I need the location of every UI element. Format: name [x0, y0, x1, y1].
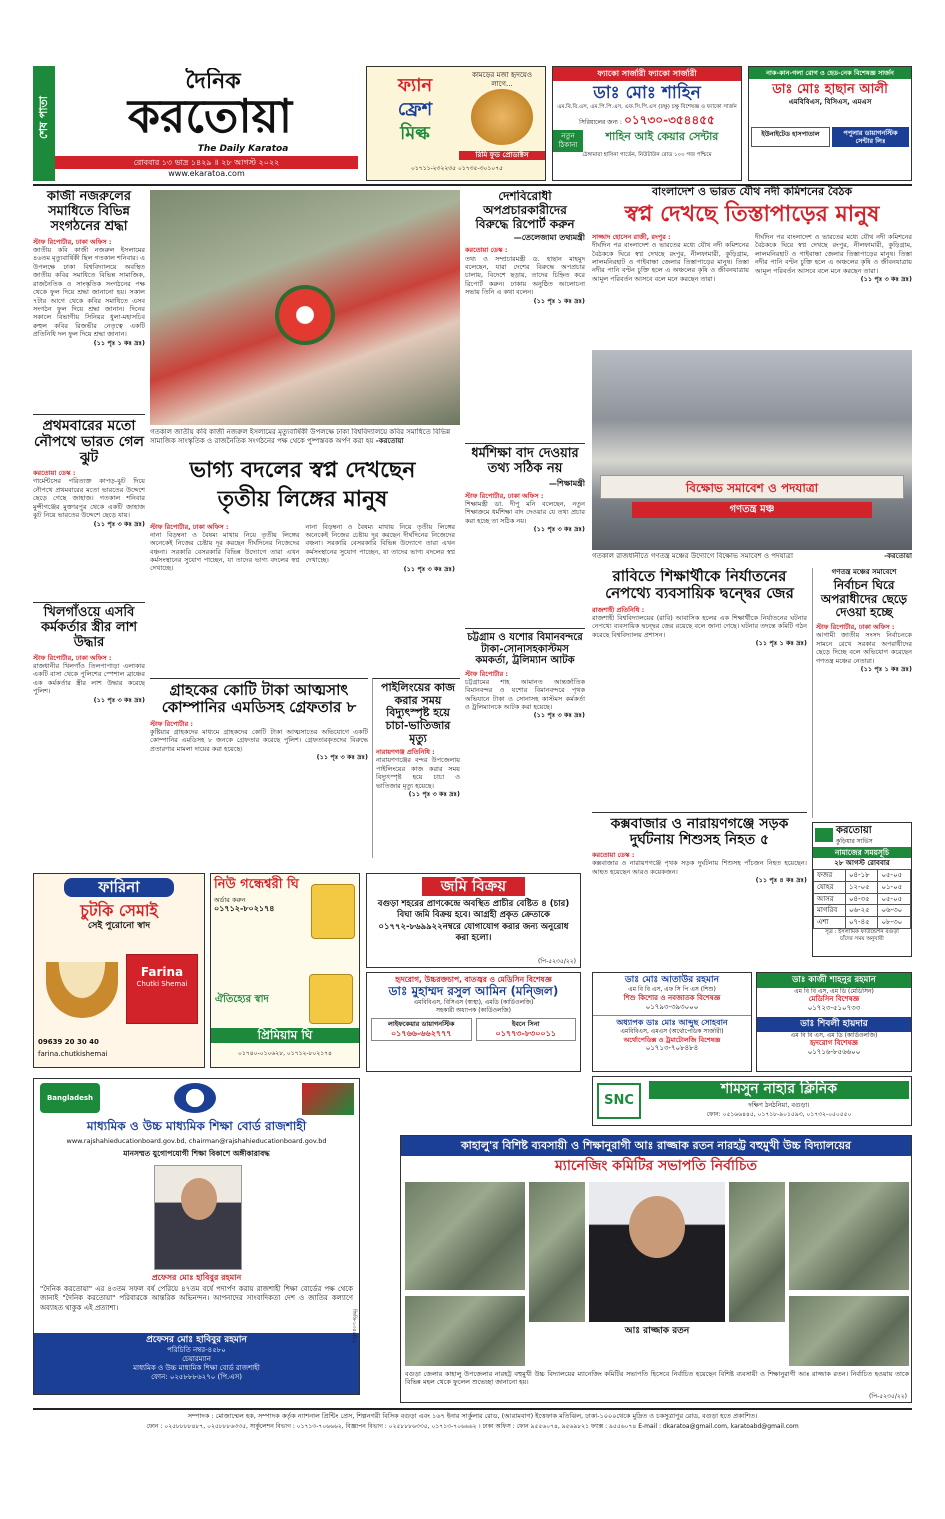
prayer-cell-name: এশা	[814, 917, 846, 929]
prayer-cell-end: ০১-০৫	[878, 881, 911, 893]
byline: সাজ্জাদ হোসেন রাজী, রংপুর :	[592, 232, 671, 241]
kicker: বাংলাদেশ ও ভারত যৌথ নদী কমিশনের বৈঠক	[651, 186, 853, 198]
clinic-address: দক্ষিণ ঠনঠনিয়া, বগুড়া।	[748, 1101, 810, 1109]
shahin-serial-label: সিরিয়ালের জন্য :	[579, 119, 622, 127]
ghee-premium: প্রিমিয়াম ঘি	[211, 1028, 359, 1043]
jump: (১১ পৃঃ ১ কঃ দ্রঃ)	[93, 338, 145, 347]
banner-2-text: গণতন্ত্র মঞ্চ	[729, 504, 775, 515]
ataur-degrees: এম বি বি এস, এফ সি পি এস (শিশু)	[628, 986, 716, 994]
banner-text: বিক্ষোভ সমাবেশ ও পদযাত্রা	[685, 481, 819, 495]
teesta-columns	[592, 233, 912, 283]
story-customer	[150, 678, 368, 858]
kazi-degrees: এম বি বি এস, এম ডি (মেডিসিন)	[794, 987, 874, 995]
caption-text: গতকাল জাতীয় কবি কাজী নজরুল ইসলামের মৃত্যুবার্ষিকী উপলক্ষে ঢাকা বিশ্ববিদ্যালয়ে কবির সমাধিতে বিভিন্ন সামাজিক সাংস্কৃতিক ও রাজনৈতিক সংগঠনের পক্ষ থেকে পুষ্পস্তবক অর্পণ করা হয়	[150, 428, 451, 445]
imprint-line-2: ফোন : ০২৫৮৮৮৮৪৮৭, ০২৫৮৮৮৬৩৩৫, সার্কুলেশন বিভাগ : ০১৭১৩-৭০৬৬৬২, বিজ্ঞাপন বিভাগ : ০২৫৮৮৮৬৩৩৫, ০১৭১৩-৭০৬৬৬২ । ঢাকা অফিস : ফোন ৯৫৫৬০৭৪, ৯৫৬৯৮২১ ফ্যাক্স : ৯৫৫৬০৭৪ E-mail : dkaratoa@gmail.com, karatoabd@gmail.com	[146, 1423, 799, 1431]
ad-farina[interactable]	[33, 873, 205, 1068]
fresh-line3: মিল্ক	[400, 123, 430, 144]
body: গার্মেন্টসের পরিত্যক্ত কাপড়-ঝুট দিয়ে নৌপথে প্রথমবারের মতো ভারতের উদ্দেশে ছেড়ে গেছে জাহাজ। গতকাল শনিবার মুন্সীগঞ্জের মুক্তারপুর থেকে একটি জাহাজ ঝুট নিয়ে ভারতের উদ্দেশে ছেড়ে যায়।	[33, 477, 145, 520]
clinic-name: শামসুন নাহার ক্লিনিক	[649, 1081, 909, 1099]
ghee-phone: ০১৭১২-৮০২১৭৪	[214, 904, 275, 914]
ad-kahalu[interactable]	[400, 1135, 912, 1403]
rasul-name: ডাঃ মুহাম্মদ রসুল আমিন (মন্জিল)	[388, 984, 559, 999]
body: চট্টগ্রামের শাহ আমানত আন্তর্জাতিক বিমানবন্দর ও যশোর বিমানবন্দরে পৃথক অভিযানে টাকা ও সোনাসহ কাস্টমস কর্মকর্তা ও ট্রলিম্যানকে আটক করা হয়েছে।	[465, 677, 585, 711]
farina-brand: ফারিনা	[64, 878, 174, 897]
shahin-degrees: এম.বি.বি.এস, এম.পি.পি.এস, এফ.সি.পি.এস (চক্ষু) চক্ষু বিশেষজ্ঞ ও ফ্যাকো সার্জন	[557, 104, 737, 111]
body: কুষ্টিয়ার গ্রাহকদের মাধ্যমে গ্রাহকদের কোটি টাকা আত্মসাতের অভিযোগে একটি কোম্পানির এমডিসহ ৮ জনকে গ্রেফতার করেছে পুলিশ। গ্রেফতারকৃতদের বিরুদ্ধে প্রতারণার মামলা দায়ের করা হয়েছে।	[150, 727, 368, 753]
farina-bowl-icon	[46, 962, 118, 1018]
kazi-phone: ০১৭২৩-৫১০৭৩৩	[807, 1003, 861, 1012]
headline: দেশবিরোধী অপপ্রচারকারীদের বিরুদ্ধে রিপোর্ট করুন	[475, 190, 575, 231]
kahalu-photo-1	[405, 1182, 525, 1290]
jump: (১১ পৃঃ ৩ কঃ দ্রঃ)	[93, 695, 145, 704]
date-line: রোববার ১৩ ভাদ্র ১৪২৯ ॥ ২৮ আগস্ট ২০২২	[133, 158, 280, 167]
prayer-brand-name: করতোয়া	[836, 825, 872, 836]
farina-tagline: সেই পুরোনো স্বাদ	[87, 920, 151, 931]
prayer-cell-name: ফজর	[814, 870, 846, 882]
protest-banner-2	[632, 502, 872, 518]
shahin-header: ফ্যাকো সার্জারী ফ্যাকো সার্জারী	[553, 67, 741, 81]
shahin-center: শাহিন আই কেয়ার সেন্টার	[605, 130, 719, 144]
body: তথ্য ও সম্প্রচারমন্ত্রী ড. হাছান মাহমুদ বলেছেন, যারা দেশের বিরুদ্ধে অপপ্রচার চালায়, বিদেশে ছড়ায়, তাদের চিহ্নিত করে রিপোর্ট করুন। ঢাকায় অনুষ্ঠিত আলোচনা সভায় তিনি এ কথা বলেন।	[465, 254, 585, 297]
land-code: (পি-৫২৩৫/২২)	[537, 957, 576, 965]
side-label-text: শেষ পাতা	[37, 96, 50, 139]
prayer-cell-name: যোহর	[814, 881, 846, 893]
shahin-new-address: নতুন ঠিকানা	[553, 130, 583, 152]
headline-line2: তৃতীয় লিঙ্গের মানুষ	[217, 486, 388, 513]
board-code: জিডি-১৩৫৫/২২	[351, 1309, 357, 1343]
biscuit-icon	[471, 89, 533, 145]
headline: গ্রাহকের কোটি টাকা আত্মসাৎ কোম্পানির এমডিসহ গ্রেফতার ৮	[161, 681, 357, 717]
footer-rule	[33, 1408, 912, 1410]
jump: (১১ পৃঃ ৩ কঃ দ্রঃ)	[533, 711, 585, 720]
prayer-times	[812, 822, 912, 957]
story-gold	[465, 628, 585, 858]
col-2	[755, 233, 912, 283]
rasul-hospital-1	[371, 1018, 472, 1040]
prayer-note: সূত্র : ইসলামিক ফাউন্ডেশন বগুড়া	[825, 928, 899, 935]
story-criminal	[812, 568, 912, 818]
jump: (১১ পৃঃ ৩ কঃ দ্রঃ)	[408, 790, 460, 799]
byline: স্টাফ রিপোর্টার :	[465, 669, 509, 678]
prayer-cell-end: ০৬-৩০	[878, 905, 911, 917]
rasul-header: হৃদরোগ, উচ্চরক্তচাপ, বাতজ্বর ও মেডিসিন বিশেষজ্ঞ	[395, 975, 552, 984]
board-footer-id: পরিচিতি নম্বর-৪৫৮০	[167, 1346, 226, 1355]
ghee-tradition: ঐতিহ্যের স্বাদ	[215, 994, 269, 1005]
col-2	[306, 523, 456, 573]
jump: (১১ পৃঃ ১ কঃ দ্রঃ)	[860, 665, 912, 674]
shibli-name: ডাঃ শিবলী হায়দার	[757, 1017, 911, 1032]
protest-caption	[592, 552, 912, 564]
board-web[interactable]: www.rajshahieducationboard.gov.bd, chairman@rajshahieducationboard.gov.bd	[66, 1137, 327, 1145]
ghee-jar-icon	[311, 884, 355, 939]
caption-text: গতকাল রাজধানীতে গণতন্ত্র মঞ্চের উদ্যোগে বিক্ষোভ সমাবেশ ও পদযাত্রা	[592, 552, 793, 560]
prayer-row	[814, 881, 911, 893]
kicker: গণতন্ত্র মঞ্চের সমাবেশে	[831, 568, 897, 576]
kazi-name: ডাঃ কাজী শাহনুর রহমান	[757, 973, 911, 988]
prayer-brand-sub: কুড়িয়ার সার্ভিস	[836, 837, 873, 845]
rasul-hospital-2-name: ইবনে সিনা	[511, 1020, 540, 1029]
byline: নারায়ণগঞ্জ প্রতিনিধি :	[376, 748, 435, 757]
clinic-phone: ফোন: ০৫১৬৬৪৪৫, ০১৭১৮-৯০১৫৯৩, ০১৭৩২-০৫০৫৫০	[706, 1111, 852, 1118]
land-title: জমি বিক্রয়	[422, 877, 525, 896]
headline: কক্সবাজার ও নারায়ণগঞ্জে সড়ক দুর্ঘটনায় শিশুসহ নিহত ৫	[610, 816, 789, 849]
caption-credit: -করতোয়া	[375, 436, 404, 445]
body: রাজধানীর খিলগাঁও তিলপাপাড়া এলাকার একটি বাসা থেকে পুলিশের স্পেশাল ব্রাঞ্চের এক কর্মকর্তার স্ত্রীর লাশ উদ্ধার করেছে পুলিশ।	[33, 661, 145, 696]
kahalu-headline-2: ম্যানেজিং কমিটির সভাপতি নির্বাচিত	[555, 1157, 757, 1174]
farina-english-sub: Chutki Shemai	[136, 980, 188, 988]
ataur-phone: ০১৭৯৩-৩৯৩০০০	[645, 1002, 699, 1011]
board-footer-org: মাধ্যমিক ও উচ্চ মাধ্যমিক শিক্ষা বোর্ড রাজশাহী	[133, 1363, 260, 1372]
ataur-specialty: শিশু কিশোর ও নবজাতক বিশেষজ্ঞ	[623, 993, 721, 1002]
protest-banner	[600, 475, 904, 499]
farina-web: farina.chutkishemai	[38, 1050, 108, 1058]
board-badge: Bangladesh	[40, 1083, 100, 1113]
headline: স্বপ্ন দেখছে তিস্তাপাড়ের মানুষ	[624, 200, 880, 227]
body-continued: দীর্ঘদিন পর বাংলাদেশ ও ভারতের মধ্যে যৌথ নদী কমিশনের বৈঠককে ঘিরে স্বপ্ন দেখছে রংপুর, নীলফামারী, কুড়িগ্রাম, লালমনিরহাট ও গাইবান্ধা জেলার তিস্তাপাড়ের মানুষ। তিস্তা নদীর পানি বণ্টন চুক্তি হলে এ অঞ্চলের কৃষি ও জীবনযাত্রায় আমূল পরিবর্তন আসবে বলে মনে করছেন তারা।	[755, 232, 912, 275]
hasan-hospital: ইউনাইটেড হাসপাতাল	[751, 127, 830, 147]
byline: স্টাফ রিপোর্টার, ঢাকা অফিস :	[465, 491, 544, 500]
byline: স্টাফ রিপোর্টার, ঢাকা অফিস :	[816, 623, 895, 632]
headline: কাজী নজরুলের সমাধিতে বিভিন্ন সংগঠনের শ্রদ্ধা	[46, 190, 132, 234]
jump: (১১ পৃঃ ১ কঃ দ্রঃ)	[755, 638, 807, 647]
board-footer-role: চেয়ারম্যান	[182, 1355, 211, 1363]
prayer-cell-start: ০৪-৩৫	[845, 893, 878, 905]
headline-line1: ভাগ্য বদলের স্বপ্ন দেখছেন	[189, 458, 416, 483]
prayer-cell-start: ০৬-২৫	[845, 905, 878, 917]
rasul-phone-1: ০১৭৬৬-৬৬২৭৭৭	[390, 1028, 452, 1038]
caption-credit: -করতোয়া	[884, 552, 912, 560]
ad-dr-hasan[interactable]	[748, 66, 912, 181]
hasan-hospitals	[749, 127, 911, 147]
board-tagline: মানসম্মত যুগোপযোগী শিক্ষা বিকাশে অঙ্গীকারাবদ্ধ	[123, 1149, 270, 1158]
shahin-name: ডাঃ মোঃ শাহিন	[593, 83, 701, 103]
kahalu-body: বগুড়া জেলার কাহালু উপজেলার নারহট্ট বহুমুখী উচ্চ বিদ্যালয়ের ম্যানেজিং কমিটির সভাপতি হিসেবে নির্বাচিত হয়েছেন বিশিষ্ট ব্যবসায়ী ও শিক্ষানুরাগী আঃ রাজ্জাক রতন। নির্বাচিত হওয়ায় তাকে বিভিন্ন মহল থেকে ফুলেল শুভেচ্ছা জানানো হয়।	[405, 1370, 909, 1387]
prayer-cell-start: ১২-০৫	[845, 881, 878, 893]
ghee-jar-2-icon	[309, 974, 353, 1024]
kahalu-code: (পি-৫২৩৫/২২)	[868, 1392, 907, 1400]
protest-photo	[592, 350, 912, 550]
headline: নির্বাচন ঘিরে অপরাধীদের ছেড়ে দেওয়া হচ্ছে	[820, 577, 908, 620]
clinic-logo: SNC	[597, 1083, 641, 1119]
headline: প্রথমবারের মতো নৌপথে ভারত গেল ঝুট	[34, 418, 144, 467]
kahalu-portrait-caption: আঃ রাজ্জাক রতন	[624, 1326, 690, 1336]
byline: করতোয়া ডেস্ক :	[465, 246, 508, 255]
sohan-phone: ০১৭১৩-৭০৮৪৮৪	[645, 1043, 699, 1052]
board-portrait	[154, 1165, 242, 1270]
kahalu-photo-5	[529, 1182, 585, 1322]
prayer-note-2: চাঁদের সময় অনুযায়ী	[840, 935, 884, 942]
board-logo-icon	[174, 1083, 216, 1113]
prayer-row	[814, 917, 911, 929]
shahin-phone: ০১৭৩০-৩৫৪৪৫৫	[624, 113, 715, 128]
hasan-degrees: এমবিবিএস, বিসিএস, এমএস	[788, 98, 872, 107]
body: রাজশাহী বিশ্ববিদ্যালয়ের (রাবি) আবাসিক হলের এক শিক্ষার্থীকে নির্যাতনের ঘটনার নেপথ্যে ব্যবসায়িক দ্বন্দ্বের জের রয়েছে বলে জানা গেছে। ঘটনার তদন্তে কমিটি গঠন করেছে বিশ্ববিদ্যালয় প্রশাসন।	[592, 613, 807, 639]
story-pipeline	[372, 678, 460, 858]
fresh-line2: ফ্রেশ	[397, 99, 433, 120]
prayer-row	[814, 870, 911, 882]
story-nazrul	[33, 190, 145, 410]
prayer-row	[814, 905, 911, 917]
headline: ধর্মশিক্ষা বাদ দেওয়ার তথ্য সঠিক নয়	[471, 446, 579, 476]
body: আগামী জাতীয় সংসদ নির্বাচনকে সামনে রেখে সরকার অপরাধীদের ছেড়ে দিচ্ছে বলে অভিযোগ করেছেন গণতন্ত্র মঞ্চের নেতারা।	[816, 631, 912, 665]
hasan-name: ডাঃ মোঃ হাছান আলী	[772, 82, 888, 98]
kahalu-photo-3	[789, 1182, 909, 1290]
shahin-center-row	[553, 130, 741, 152]
ghee-contact: ০১৭৪০-০১০৬২৮, ০১৭১২-৮০২১৭৪	[238, 1050, 332, 1057]
jump: (১১ পৃঃ ৩ কঃ দ্রঃ)	[93, 519, 145, 528]
kazi-specialty: মেডিসিন বিশেষজ্ঞ	[808, 995, 860, 1004]
byline: স্টাফ রিপোর্টার, ঢাকা অফিস :	[150, 522, 229, 531]
col-1	[592, 233, 749, 283]
prayer-title: নামাজের সময়সূচি	[813, 847, 911, 858]
ad-ghee[interactable]	[210, 873, 360, 1068]
ghee-title: নিউ গন্ধেশ্বরী ঘি	[214, 877, 299, 892]
byline: স্টাফ রিপোর্টার :	[150, 719, 194, 728]
fresh-tagline: কামড়ের মজা হৃদয়েও লাগে...	[471, 71, 533, 88]
board-footer	[34, 1333, 359, 1394]
rasul-hospital-1-name: লাইফকেয়ার ডায়াগনস্টিক	[388, 1020, 455, 1029]
kahalu-face-icon	[629, 1196, 685, 1258]
ad-dr-ataur[interactable]	[592, 972, 752, 1072]
body: দীর্ঘদিন পর বাংলাদেশ ও ভারতের মধ্যে যৌথ নদী কমিশনের বৈঠককে ঘিরে স্বপ্ন দেখছে রংপুর, নীলফামারী, কুড়িগ্রাম, লালমনিরহাট ও গাইবান্ধা জেলার তিস্তাপাড়ের মানুষ। তিস্তা নদীর পানি বণ্টন চুক্তি হলে এ অঞ্চলের কৃষি ও জীবনযাত্রায় আমূল পরিবর্তন আসবে বলে মনে করছেন তারা।	[592, 241, 749, 283]
body-continued: নানা বিড়ম্বনা ও বৈষম্য মাথায় নিয়ে তৃতীয় লিঙ্গের অনেকেই নিজের চেষ্টায় দূর করছেন দীর্ঘদিনের নিজেদের বঞ্চনা। সরকারি বেসরকারি বিভিন্ন উদ্যোগে তারা এখন কর্মসংস্থানের সুযোগ পাচ্ছেন, যা তাদের ভাগ্য বদলের স্বপ্ন দেখাচ্ছে।	[305, 522, 455, 565]
story-nupur	[33, 414, 145, 599]
prayer-row	[814, 893, 911, 905]
subhead: —তেলেজামা তথ্যমন্ত্রী	[513, 233, 585, 243]
fresh-line1: ফ্যান	[397, 75, 433, 96]
imprint-line-1: সম্পাদক : মোজাম্মেল হক, সম্পাদক কর্তৃক ন্যাশনাল প্রিন্টিং প্রেস, শিল্পনগরী বিসিক বগুড়া এবং ১৬৭ ইনার সার্কুলার রোড, (আরামবাগ) ইত্তেফাক মতিঝিল, ঢাকা-১০০০থেকে মুদ্রিত ও চকসুত্রাপুর রোড, বগুড়া হতে প্রকাশিত।	[187, 1412, 758, 1420]
body: জাতীয় কবি কাজী নজরুল ইসলামের ৪৬তম মৃত্যুবার্ষিকী ছিল গতকাল শনিবার। এ উপলক্ষে ঢাকা বিশ্ববিদ্যালয়ে অবস্থিত জাতীয় কবির সমাধিতে বিভিন্ন সামাজিক, রাজনৈতিক ও সাংস্কৃতিক সংগঠনের পক্ষ থেকে ফুল দিয়ে শ্রদ্ধা জানানো হয়। সকাল ৭টার আগে থেকে কবির সমাধিতে এসব সংগঠন ফুল দিয়ে শ্রদ্ধা জানান। দিনের সকালে বিভাগীয় সিনিয়র ধুলা-মহাসচিব রুহুল কবির রিজভীর নেতৃত্বে একটি প্রতিনিধি দল ফুল দিয়ে শ্রদ্ধা জানান।	[33, 245, 145, 339]
byline: করতোয়া ডেস্ক :	[592, 851, 635, 860]
english-name: The Daily Karatoa	[197, 144, 289, 154]
jump: (১১ পৃঃ ১ কঃ দ্রঃ)	[533, 296, 585, 305]
body: নানা বিড়ম্বনা ও বৈষম্য মাথায় নিয়ে তৃতীয় লিঙ্গের অনেকেই নিজের চেষ্টায় দূর করছেন দীর্ঘদিনের নিজেদের বঞ্চনা। সরকারি বেসরকারি বিভিন্ন উদ্যোগে তারা এখন কর্মসংস্থানের সুযোগ পাচ্ছেন, যা তাদের ভাগ্য বদলের স্বপ্ন দেখাচ্ছে।	[150, 530, 300, 573]
farina-english: Farina	[140, 965, 184, 979]
body: কক্সবাজার ও নারায়ণগঞ্জে পৃথক সড়ক দুর্ঘটনায় শিশুসহ পাঁচজন নিহত হয়েছেন। আহত হয়েছেন আরও কয়েকজন।	[592, 859, 807, 876]
farina-phone: 09639 20 30 40	[38, 1038, 99, 1046]
kahalu-photo-4	[789, 1296, 909, 1366]
sohan-specialty: অর্থোপেডিক্স ও ট্রমাটোলজি বিশেষজ্ঞ	[623, 1035, 721, 1044]
byline: করতোয়া ডেস্ক :	[33, 469, 76, 478]
shibli-degrees: এম বি বি এস, এম ডি (কার্ডিওলজি)	[790, 1031, 878, 1039]
byline: স্টাফ রিপোর্টার, ঢাকা অফিস :	[33, 237, 112, 246]
farina-product: চুটকি সেমাই	[80, 900, 158, 920]
prayer-cell-name: আসর	[814, 893, 846, 905]
body: শিক্ষামন্ত্রী ডা. দীপু মনি বলেছেন, নতুন শিক্ষাক্রমে ধর্মশিক্ষা বাদ দেওয়ার যে তথ্য প্রচার করা হচ্ছে তা সঠিক নয়।	[465, 500, 585, 525]
prayer-table	[813, 869, 911, 929]
fresh-company: রিমি ফুড প্রোডাক্টস	[459, 151, 545, 160]
board-footer-phone: ফোন: ০২৫৮৮৮৬২৭০ (পি.এস)	[151, 1372, 242, 1381]
ad-clinic[interactable]	[592, 1076, 912, 1126]
story-dharsha	[465, 443, 585, 623]
headline: পাইলিংয়ের কাজ করার সময় বিদ্যুৎস্পৃষ্ট হয়ে চাচা-ভাতিজার মৃত্যু	[381, 681, 455, 745]
kahalu-headline-1: কাহালু'র বিশিষ্ট ব্যবসায়ী ও শিক্ষানুরাগী আঃ রাজ্জাক রতন নারহট্ট বহুমুখী উচ্চ বিদ্যালয়ের	[401, 1136, 911, 1156]
imprint	[33, 1412, 912, 1452]
prayer-cell-end: ০৫-০৫	[878, 870, 911, 882]
ad-dr-shahin[interactable]	[552, 66, 742, 181]
ghee-order: অর্ডার করুন	[214, 896, 246, 905]
rasul-hospitals	[367, 1014, 580, 1044]
website[interactable]: www.ekaratoa.com	[168, 169, 245, 178]
masthead-title-top: দৈনিক	[185, 68, 241, 94]
kahalu-photo-6	[729, 1182, 785, 1322]
board-title: মাধ্যমিক ও উচ্চ মাধ্যমিক শিক্ষা বোর্ড রাজশাহী	[86, 1119, 307, 1133]
rasul-degrees: এমবিবিএস, বিসিএস (স্বাস্থ্য), এমডি (কার্ডিওলজি)	[413, 999, 534, 1007]
hasan-diagnostic: পপুলার ডায়াগনস্টিক সেন্টার লিঃ	[832, 127, 909, 147]
board-person-caption: প্রফেসর মোঃ হাবিবুর রহমান	[151, 1273, 242, 1282]
jump: (১১ পৃঃ ৩ কঃ দ্রঃ)	[533, 525, 585, 534]
prayer-date: ২৮ আগস্ট রোববার	[834, 859, 890, 868]
body: নারায়ণগঞ্জের বন্দর উপজেলায় পাইলিংয়ের কাজ করার সময় বিদ্যুৎস্পৃষ্ট হয়ে চাচা ও ভাতিজার মৃত্যু হয়েছে।	[376, 756, 460, 790]
ad-fresh-milk[interactable]	[366, 66, 546, 181]
jump: (১১ পৃঃ ৩ কঃ দ্রঃ)	[316, 752, 368, 761]
ad-land[interactable]	[366, 873, 581, 968]
jump: (১১ পৃঃ ৩ কঃ দ্রঃ)	[860, 275, 912, 284]
farina-pack	[126, 954, 198, 1024]
story-rabi	[592, 568, 807, 808]
prayer-cell-start: ০৪-১৮	[845, 870, 878, 882]
jump: (১১ পৃঃ ৩ কঃ দ্রঃ)	[403, 564, 455, 573]
headline: রাবিতে শিক্ষার্থীকে নির্যাতনের নেপথ্যে ব্যবসায়িক দ্বন্দ্বের জের	[605, 568, 794, 603]
story-road	[592, 812, 807, 957]
hasan-header: নাক-কান-গলা রোগ ও হেড-নেক বিশেষজ্ঞ সার্জন	[749, 67, 911, 79]
kahalu-photo-2	[405, 1296, 525, 1366]
third-gender-columns	[150, 523, 455, 573]
rasul-hospital-2	[476, 1018, 577, 1040]
ataur-name: ডাঃ মোঃ আতাউর রহমান	[625, 975, 719, 985]
prayer-cell-name: মাগরিব	[814, 905, 846, 917]
nazrul-photo-caption	[150, 428, 460, 454]
shahin-address: ঠেঙ্গামারা হাসিনা গার্ডেন, নিউটাউন রোড ১০০ গজ পশ্চিমে	[582, 151, 712, 158]
rasul-phone-2: ০১৭৭৩-৮৩০০১১	[495, 1028, 556, 1038]
fresh-phones: ০১৭১১-২৩২২৩৫ ০১৭৩৫-৩০১০৭৫	[411, 165, 503, 172]
prayer-cell-start: ০৭-৪৫	[845, 917, 878, 929]
story-propaganda	[465, 190, 585, 440]
board-footer-name: প্রফেসর মোঃ হাবিবুর রহমান	[146, 1335, 247, 1345]
wreath-icon	[275, 285, 335, 345]
jump: (১১ পৃঃ ৪ কঃ দ্রঃ)	[755, 876, 807, 885]
byline: রাজশাহী প্রতিনিধি :	[592, 605, 645, 614]
story-third-gender	[150, 458, 455, 673]
prayer-cell-end: ০৮-৩০	[878, 917, 911, 929]
karatoa-logo-icon	[815, 828, 833, 842]
ad-education-board[interactable]	[33, 1078, 360, 1395]
ad-dr-kazi[interactable]	[756, 972, 912, 1072]
board-portrait-small	[302, 1083, 354, 1115]
story-teesta	[592, 186, 912, 346]
headline: খিলগাঁওয়ে এসবি কর্মকর্তার স্ত্রীর লাশ উদ্ধার	[40, 605, 138, 650]
story-khilgaon	[33, 602, 145, 857]
shahin-serial-row	[553, 113, 741, 128]
prayer-cell-end: ০৫-০৫	[878, 893, 911, 905]
byline: স্টাফ রিপোর্টার, ঢাকা অফিস :	[33, 653, 112, 662]
shibli-specialty: হৃদরোগ বিশেষজ্ঞ	[809, 1039, 859, 1048]
masthead	[33, 66, 358, 181]
headline: চট্টগ্রাম ও যশোর বিমানবন্দরে টাকা-সোনাসহকাস্টমস কমকর্তা, ট্রলিম্যান আটক	[467, 632, 583, 666]
rasul-position: সহকারী অধ্যাপক (কার্ডিওলজি)	[436, 1006, 511, 1014]
sohan-degrees: এমবিবিএস, এমএস (অর্থোপেডিক সার্জারী)	[620, 1028, 724, 1036]
prayer-brand	[813, 823, 911, 847]
subhead: —শিক্ষামন্ত্রী	[548, 478, 585, 488]
masthead-title: করতোয়া	[127, 89, 293, 143]
ad-dr-rasul[interactable]	[366, 972, 581, 1072]
shibli-phone: ০১৭১৬-৮৫৬৬০০	[807, 1048, 861, 1057]
nazrul-photo	[150, 190, 460, 425]
land-body: বগুড়া শহরের প্রাণকেন্দ্রে অবস্থিত প্রাচীর বেষ্টিত ৪ (চার) বিঘা জমি বিক্রয় হবে। আগ্রহী প্রকৃত ক্রেতাকে ০১৭৭২-৮৬৯৯২২নম্বরে যোগাযোগ করার জন্য অনুরোধ করা হলো।	[377, 898, 570, 944]
sohan-name: অধ্যাপক ডাঃ মোঃ আব্দুছ সোহবান	[593, 1015, 751, 1028]
col-1	[150, 523, 300, 573]
board-message: "দৈনিক করতোয়া" এর ৪৩তম সফল বর্ষ পেরিয়ে ৪৭তম বর্ষে পদার্পণ করায় রাজশাহী শিক্ষা বোর্ডের পক্ষ থেকে জানাই "দৈনিক করতোয়া" পরিবারকে আন্তরিক অভিনন্দন। আপনাদের সাংবাদিকতা দেশ ও জাতির কল্যাণে অব্যাহত থাকুক এই প্রত্যাশা।	[40, 1285, 353, 1312]
portrait-face-icon	[181, 1178, 217, 1220]
side-label	[33, 66, 55, 181]
kahalu-portrait	[589, 1182, 725, 1322]
date-bar	[55, 156, 358, 169]
